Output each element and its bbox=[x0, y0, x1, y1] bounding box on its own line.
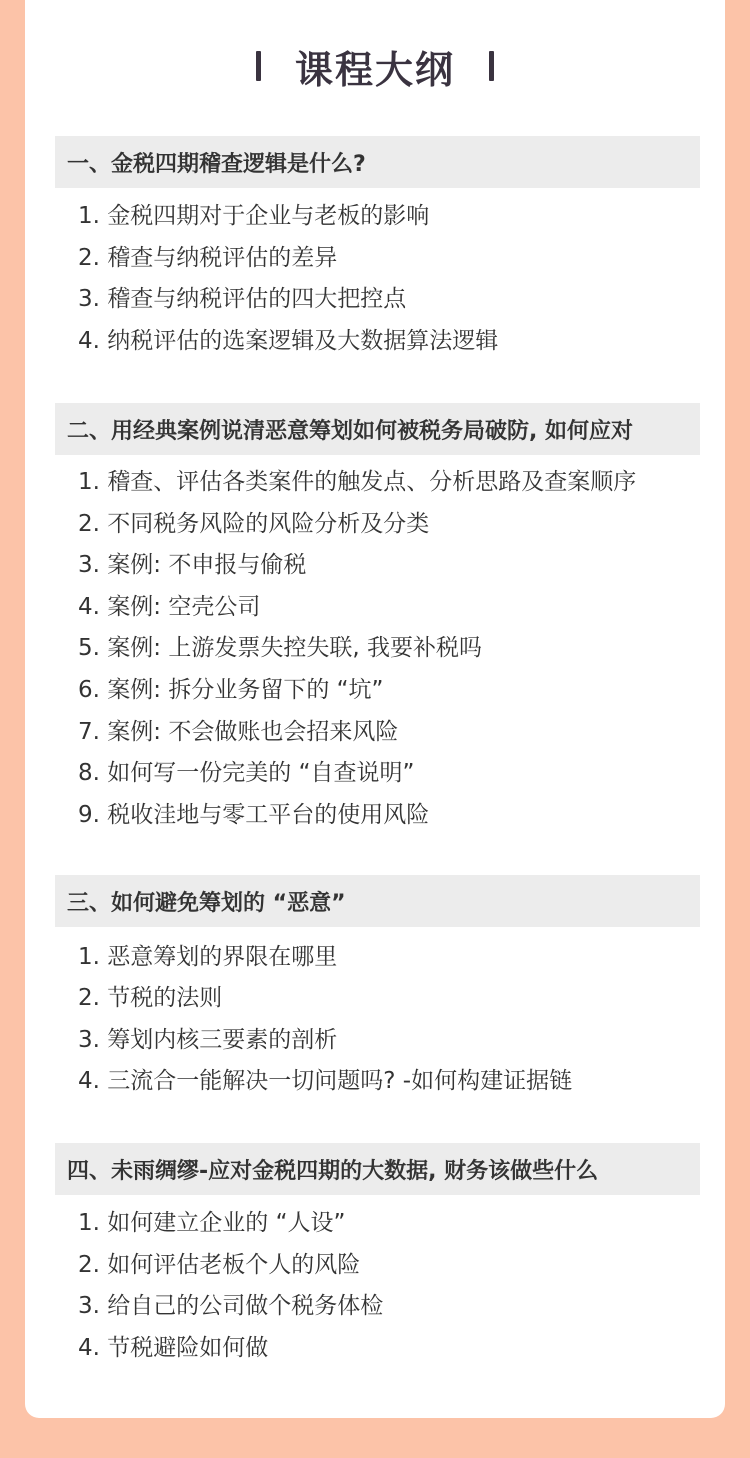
title-right-bar bbox=[489, 51, 494, 81]
list-item: 9. 税收洼地与零工平台的使用风险 bbox=[78, 802, 430, 828]
list-item: 7. 案例: 不会做账也会招来风险 bbox=[78, 719, 399, 745]
list-item: 6. 案例: 拆分业务留下的 “坑” bbox=[78, 677, 384, 703]
list-item: 8. 如何写一份完美的 “自查说明” bbox=[78, 760, 415, 786]
list-item: 1. 如何建立企业的 “人设” bbox=[78, 1210, 346, 1236]
list-item: 3. 稽查与纳税评估的四大把控点 bbox=[78, 286, 407, 312]
list-item: 2. 如何评估老板个人的风险 bbox=[78, 1252, 361, 1278]
list-item: 4. 节税避险如何做 bbox=[78, 1335, 269, 1361]
list-item: 2. 不同税务风险的风险分析及分类 bbox=[78, 511, 430, 537]
section-heading bbox=[55, 1143, 700, 1195]
section-heading-text: 四、未雨绸缪-应对金税四期的大数据, 财务该做些什么 bbox=[67, 1158, 599, 1184]
list-item: 5. 案例: 上游发票失控失联, 我要补税吗 bbox=[78, 635, 482, 661]
list-item: 2. 节税的法则 bbox=[78, 985, 223, 1011]
section-heading bbox=[55, 136, 700, 188]
section-heading bbox=[55, 875, 700, 927]
list-item: 3. 给自己的公司做个税务体检 bbox=[78, 1293, 384, 1319]
list-item: 2. 稽查与纳税评估的差异 bbox=[78, 245, 338, 271]
section-heading bbox=[55, 403, 700, 455]
list-item: 1. 金税四期对于企业与老板的影响 bbox=[78, 203, 430, 229]
list-item: 1. 恶意筹划的界限在哪里 bbox=[78, 944, 338, 970]
title-row bbox=[25, 36, 725, 96]
list-item: 1. 稽查、评估各类案件的触发点、分析思路及查案顺序 bbox=[78, 469, 637, 495]
section-heading-text: 三、如何避免筹划的 “恶意” bbox=[67, 890, 346, 916]
section-heading-text: 二、用经典案例说清恶意筹划如何被税务局破防, 如何应对 bbox=[67, 418, 634, 444]
list-item: 4. 纳税评估的选案逻辑及大数据算法逻辑 bbox=[78, 328, 499, 354]
list-item: 3. 案例: 不申报与偷税 bbox=[78, 552, 307, 578]
list-item: 4. 案例: 空壳公司 bbox=[78, 594, 261, 620]
course-outline-card bbox=[25, 0, 725, 1418]
title-left-bar bbox=[256, 51, 261, 81]
list-item: 3. 筹划内核三要素的剖析 bbox=[78, 1027, 338, 1053]
page-title: 课程大纲 bbox=[294, 47, 455, 92]
section-heading-text: 一、金税四期稽查逻辑是什么? bbox=[67, 151, 366, 177]
list-item: 4. 三流合一能解决一切问题吗? -如何构建证据链 bbox=[78, 1068, 573, 1094]
